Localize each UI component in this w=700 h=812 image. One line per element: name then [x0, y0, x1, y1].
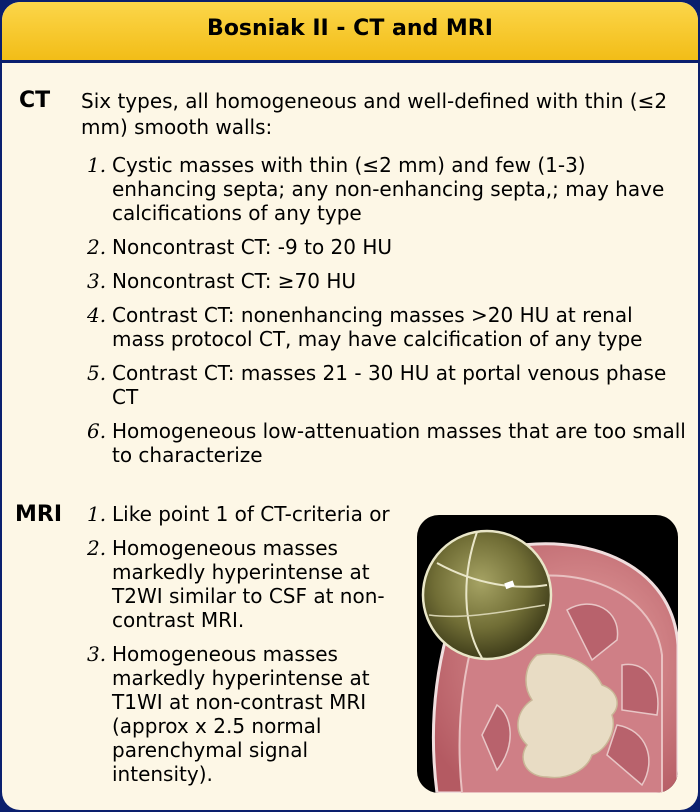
list-item	[87, 303, 687, 351]
mri-criteria-list	[87, 502, 412, 786]
item-number: 3.	[87, 642, 107, 666]
ct-criteria-list	[87, 153, 687, 467]
mri-section-label: MRI	[15, 502, 63, 527]
item-number: 6.	[87, 419, 107, 443]
page-title: Bosniak II - CT and MRI	[207, 16, 493, 41]
item-number: 2.	[87, 235, 107, 259]
item-number: 1.	[87, 153, 107, 177]
card	[2, 2, 698, 810]
list-item	[87, 502, 412, 526]
kidney-cyst-drawing	[417, 515, 678, 793]
item-text: Homogeneous masses markedly hyperintense at T1WI at non-contrast MRI (approx x 2.5 normal parenchymal signal intensity).	[112, 642, 370, 786]
item-text: Cystic masses with thin (≤2 mm) and few (1-3) enhancing septa; any non-enhancing septa,; may have calcifications of any type	[112, 153, 665, 225]
item-text: Noncontrast CT: -9 to 20 HU	[112, 235, 393, 259]
item-number: 2.	[87, 536, 107, 560]
kidney-cyst-illustration	[417, 515, 678, 793]
ct-section-label: CT	[19, 88, 51, 113]
item-text: Homogeneous masses markedly hyperintense at T2WI similar to CSF at non-contrast MRI.	[112, 536, 385, 632]
list-item	[87, 269, 687, 293]
item-number: 4.	[87, 303, 107, 327]
ct-intro: Six types, all homogeneous and well-defined with thin (≤2 mm) smooth walls:	[81, 89, 668, 139]
item-number: 3.	[87, 269, 107, 293]
list-item	[87, 536, 412, 632]
item-text: Contrast CT: masses 21 - 30 HU at portal venous phase CT	[112, 361, 667, 409]
item-text: Contrast CT: nonenhancing masses >20 HU at renal mass protocol CT, may have calcification of any type	[112, 303, 643, 351]
item-number: 5.	[87, 361, 107, 385]
list-item	[87, 153, 687, 225]
item-text: Homogeneous low-attenuation masses that are too small to characterize	[112, 419, 686, 467]
item-text: Like point 1 of CT-criteria or	[112, 502, 390, 526]
list-item	[87, 642, 412, 786]
list-item	[87, 361, 687, 409]
item-text: Noncontrast CT: ≥70 HU	[112, 269, 357, 293]
item-number: 1.	[87, 502, 107, 526]
list-item	[87, 419, 687, 467]
title-bar	[2, 2, 698, 63]
list-item	[87, 235, 687, 259]
